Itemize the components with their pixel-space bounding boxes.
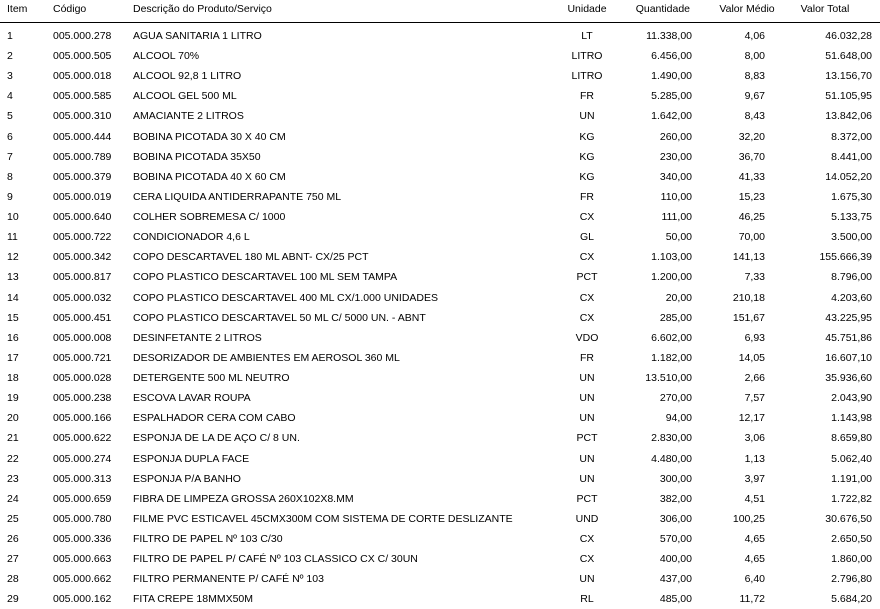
table-row (0, 207, 880, 227)
cell-unit: FR (580, 90, 594, 103)
cell-unit: CX (579, 311, 595, 324)
table-row (0, 469, 880, 489)
cell-description: FILTRO PERMANENTE P/ CAFÉ Nº 103 (133, 573, 324, 586)
cell-total-value: 8.441,00 (831, 150, 872, 163)
cell-total-value: 1.722,82 (831, 492, 872, 505)
cell-quantity: 285,00 (659, 311, 692, 324)
cell-unit: UN (579, 412, 595, 425)
cell-description: BOBINA PICOTADA 40 X 60 CM (133, 170, 286, 183)
cell-description: AMACIANTE 2 LITROS (133, 110, 244, 123)
cell-total-value: 16.607,10 (825, 351, 872, 364)
cell-avg-value: 4,65 (744, 533, 765, 545)
table-row (0, 227, 880, 247)
cell-code: 005.000.662 (53, 573, 112, 586)
cell-description: FILTRO DE PAPEL Nº 103 C/30 (133, 533, 283, 545)
cell-avg-value: 6,40 (744, 573, 765, 586)
header-description: Descrição do Produto/Serviço (133, 3, 272, 15)
cell-avg-value: 11,72 (739, 593, 765, 606)
cell-total-value: 2.796,80 (831, 573, 872, 586)
cell-description: COPO PLASTICO DESCARTAVEL 100 ML SEM TAMPA (133, 271, 398, 284)
cell-avg-value: 4,51 (744, 492, 765, 505)
cell-total-value: 5.684,20 (831, 593, 872, 606)
header-item: Item (7, 3, 28, 15)
cell-code: 005.000.659 (53, 492, 112, 505)
cell-avg-value: 8,43 (744, 110, 765, 123)
cell-quantity: 6.456,00 (651, 50, 692, 63)
cell-total-value: 35.936,60 (825, 372, 872, 385)
cell-unit: GL (579, 231, 594, 244)
cell-total-value: 51.105,95 (825, 90, 872, 103)
table-row (0, 127, 880, 147)
table-row (0, 348, 880, 368)
cell-item: 23 (7, 472, 19, 485)
table-row (0, 288, 880, 308)
table-header (0, 0, 880, 23)
cell-total-value: 8.659,80 (831, 432, 872, 445)
cell-item: 6 (7, 130, 13, 143)
header-quantity: Quantidade (635, 3, 690, 15)
cell-quantity: 260,00 (659, 130, 692, 143)
cell-code: 005.000.274 (53, 452, 112, 465)
table-row (0, 408, 880, 428)
table-row (0, 388, 880, 408)
cell-code: 005.000.238 (53, 392, 112, 405)
cell-item: 24 (7, 492, 19, 505)
cell-avg-value: 3,97 (744, 472, 765, 485)
cell-quantity: 1.182,00 (651, 351, 692, 364)
cell-code: 005.000.780 (53, 512, 112, 525)
cell-avg-value: 8,83 (744, 70, 765, 83)
cell-code: 005.000.028 (53, 372, 112, 385)
cell-total-value: 8.796,00 (831, 271, 872, 284)
cell-avg-value: 7,33 (744, 271, 765, 284)
cell-code: 005.000.008 (53, 331, 112, 344)
cell-item: 29 (7, 593, 19, 606)
cell-total-value: 43.225,95 (825, 311, 872, 324)
cell-unit: UN (579, 573, 595, 586)
cell-quantity: 4.480,00 (651, 452, 692, 465)
cell-total-value: 1.191,00 (831, 472, 872, 485)
cell-item: 11 (7, 231, 18, 244)
cell-avg-value: 4,06 (744, 30, 765, 42)
cell-unit: FR (580, 190, 594, 203)
cell-description: ESPONJA DUPLA FACE (133, 452, 250, 465)
cell-unit: PCT (576, 271, 598, 284)
cell-quantity: 1.490,00 (651, 70, 692, 83)
cell-avg-value: 210,18 (732, 291, 765, 304)
cell-quantity: 1.103,00 (651, 251, 692, 264)
cell-unit: LITRO (571, 70, 603, 83)
cell-unit: UND (575, 512, 599, 525)
cell-quantity: 20,00 (665, 291, 692, 304)
cell-unit: UN (579, 372, 595, 385)
cell-avg-value: 151,67 (732, 311, 765, 324)
cell-code: 005.000.342 (53, 251, 112, 264)
cell-total-value: 5.062,40 (831, 452, 872, 465)
cell-quantity: 11.338,00 (646, 30, 692, 42)
cell-avg-value: 141,13 (732, 251, 765, 264)
cell-description: COLHER SOBREMESA C/ 1000 (133, 211, 286, 224)
cell-item: 2 (7, 50, 13, 63)
cell-description: FITA CREPE 18MMX50M (133, 593, 254, 606)
cell-unit: UN (579, 452, 595, 465)
cell-item: 22 (7, 452, 19, 465)
table-row (0, 428, 880, 448)
cell-avg-value: 32,20 (738, 130, 765, 143)
table-row (0, 569, 880, 589)
cell-code: 005.000.722 (53, 231, 112, 244)
cell-quantity: 300,00 (659, 472, 692, 485)
cell-unit: RL (580, 593, 594, 606)
table-row (0, 46, 880, 66)
cell-total-value: 4.203,60 (831, 291, 872, 304)
cell-item: 26 (7, 533, 19, 545)
cell-total-value: 1.143,98 (831, 412, 872, 425)
cell-avg-value: 46,25 (738, 211, 765, 224)
cell-total-value: 45.751,86 (825, 331, 872, 344)
cell-code: 005.000.505 (53, 50, 112, 63)
cell-code: 005.000.379 (53, 170, 112, 183)
cell-quantity: 50,00 (665, 231, 692, 244)
table-row (0, 328, 880, 348)
cell-unit: KG (579, 150, 595, 163)
cell-item: 16 (7, 331, 19, 344)
cell-total-value: 51.648,00 (825, 50, 872, 63)
cell-description: AGUA SANITARIA 1 LITRO (133, 30, 262, 42)
cell-avg-value: 100,25 (732, 512, 765, 525)
cell-unit: KG (579, 130, 595, 143)
table-row (0, 308, 880, 328)
cell-unit: LT (581, 30, 593, 42)
cell-unit: CX (579, 251, 595, 264)
cell-avg-value: 12,17 (738, 412, 765, 425)
cell-quantity: 5.285,00 (651, 90, 692, 103)
cell-code: 005.000.018 (53, 70, 112, 83)
cell-description: ALCOOL 92,8 1 LITRO (133, 70, 242, 83)
cell-code: 005.000.585 (53, 90, 112, 103)
table-row (0, 368, 880, 388)
cell-description: COPO PLASTICO DESCARTAVEL 50 ML C/ 5000 UN. - ABNT (133, 311, 426, 324)
cell-code: 005.000.444 (53, 130, 112, 143)
cell-avg-value: 14,05 (738, 351, 765, 364)
table-row (0, 106, 880, 126)
cell-description: COPO DESCARTAVEL 180 ML ABNT- CX/25 PCT (133, 251, 369, 264)
cell-description: ESPONJA P/A BANHO (133, 472, 241, 485)
cell-quantity: 485,00 (659, 593, 692, 606)
cell-item: 12 (7, 251, 19, 264)
cell-unit: CX (579, 291, 595, 304)
cell-item: 4 (7, 90, 13, 103)
cell-total-value: 3.500,00 (831, 231, 872, 244)
table-row (0, 247, 880, 267)
cell-code: 005.000.721 (53, 351, 112, 364)
cell-code: 005.000.622 (53, 432, 112, 445)
table-row (0, 589, 880, 609)
table-row (0, 489, 880, 509)
cell-unit: KG (579, 170, 595, 183)
header-code: Código (53, 3, 87, 15)
cell-avg-value: 6,93 (744, 331, 765, 344)
cell-item: 25 (7, 512, 19, 525)
cell-total-value: 155.666,39 (819, 251, 872, 264)
cell-item: 8 (7, 170, 13, 183)
cell-quantity: 111,00 (661, 211, 692, 224)
table-row (0, 86, 880, 106)
cell-code: 005.000.166 (53, 412, 112, 425)
table-row (0, 66, 880, 86)
cell-total-value: 2.650,50 (831, 533, 872, 545)
cell-unit: PCT (576, 432, 598, 445)
cell-avg-value: 9,67 (744, 90, 765, 103)
table-row (0, 267, 880, 287)
cell-code: 005.000.336 (53, 533, 112, 545)
cell-item: 18 (7, 372, 19, 385)
cell-description: CONDICIONADOR 4,6 L (133, 231, 250, 244)
cell-description: ESPALHADOR CERA COM CABO (133, 412, 296, 425)
cell-quantity: 94,00 (665, 412, 692, 425)
cell-code: 005.000.310 (53, 110, 112, 123)
cell-unit: UN (579, 392, 595, 405)
cell-quantity: 340,00 (659, 170, 692, 183)
cell-avg-value: 36,70 (738, 150, 765, 163)
table-row (0, 549, 880, 569)
cell-quantity: 400,00 (659, 553, 692, 566)
cell-avg-value: 15,23 (738, 190, 765, 203)
cell-code: 005.000.313 (53, 472, 112, 485)
header-avg-value: Valor Médio (719, 3, 775, 15)
cell-quantity: 437,00 (659, 573, 692, 586)
cell-code: 005.000.640 (53, 211, 112, 224)
cell-item: 5 (7, 110, 13, 123)
cell-description: FILTRO DE PAPEL P/ CAFÉ Nº 103 CLASSICO CX C/ 30UN (133, 553, 418, 566)
cell-item: 15 (7, 311, 19, 324)
cell-description: FIBRA DE LIMPEZA GROSSA 260X102X8.MM (133, 492, 354, 505)
cell-item: 1 (7, 30, 13, 42)
cell-avg-value: 41,33 (738, 170, 765, 183)
cell-avg-value: 70,00 (738, 231, 765, 244)
cell-description: ESCOVA LAVAR ROUPA (133, 392, 251, 405)
cell-description: CERA LIQUIDA ANTIDERRAPANTE 750 ML (133, 190, 342, 203)
cell-item: 21 (7, 432, 19, 445)
cell-total-value: 30.676,50 (825, 512, 872, 525)
cell-quantity: 1.642,00 (651, 110, 692, 123)
cell-total-value: 8.372,00 (831, 130, 872, 143)
cell-code: 005.000.451 (53, 311, 112, 324)
cell-description: COPO PLASTICO DESCARTAVEL 400 ML CX/1.000 UNIDADES (133, 291, 438, 304)
cell-item: 10 (7, 211, 19, 224)
cell-description: FILME PVC ESTICAVEL 45CMX300M COM SISTEMA DE CORTE DESLIZANTE (133, 512, 513, 525)
cell-item: 19 (7, 392, 19, 405)
cell-description: ESPONJA DE LA DE AÇO C/ 8 UN. (133, 432, 300, 445)
cell-quantity: 6.602,00 (651, 331, 692, 344)
cell-quantity: 570,00 (659, 533, 692, 545)
cell-description: ALCOOL GEL 500 ML (133, 90, 237, 103)
cell-unit: PCT (576, 492, 598, 505)
cell-code: 005.000.032 (53, 291, 112, 304)
cell-description: DESORIZADOR DE AMBIENTES EM AEROSOL 360 ML (133, 351, 400, 364)
table-row (0, 26, 880, 46)
cell-avg-value: 1,13 (744, 452, 765, 465)
cell-quantity: 110,00 (660, 190, 692, 203)
cell-avg-value: 4,65 (744, 553, 765, 566)
table-row (0, 167, 880, 187)
cell-unit: CX (579, 533, 595, 545)
cell-item: 14 (7, 291, 19, 304)
cell-code: 005.000.019 (53, 190, 112, 203)
cell-item: 20 (7, 412, 19, 425)
cell-item: 7 (7, 150, 13, 163)
cell-unit: CX (579, 553, 595, 566)
cell-total-value: 1.860,00 (831, 553, 872, 566)
cell-quantity: 382,00 (659, 492, 692, 505)
cell-quantity: 230,00 (659, 150, 692, 163)
header-unit: Unidade (567, 3, 607, 15)
cell-avg-value: 2,66 (744, 372, 765, 385)
cell-quantity: 270,00 (659, 392, 692, 405)
table-row (0, 529, 880, 549)
table-row (0, 509, 880, 529)
cell-unit: CX (579, 211, 595, 224)
cell-avg-value: 3,06 (744, 432, 765, 445)
cell-code: 005.000.789 (53, 150, 112, 163)
cell-total-value: 5.133,75 (831, 211, 872, 224)
cell-quantity: 13.510,00 (645, 372, 692, 385)
cell-code: 005.000.663 (53, 553, 112, 566)
cell-item: 9 (7, 190, 13, 203)
cell-description: ALCOOL 70% (133, 50, 200, 63)
cell-total-value: 1.675,30 (831, 190, 872, 203)
table-row (0, 147, 880, 167)
cell-description: DESINFETANTE 2 LITROS (133, 331, 262, 344)
cell-description: BOBINA PICOTADA 30 X 40 CM (133, 130, 286, 143)
cell-unit: UN (579, 110, 595, 123)
cell-total-value: 14.052,20 (825, 170, 872, 183)
header-total-value: Valor Total (800, 3, 850, 15)
cell-description: DETERGENTE 500 ML NEUTRO (133, 372, 290, 385)
cell-unit: UN (579, 472, 595, 485)
cell-avg-value: 7,57 (744, 392, 765, 405)
cell-unit: FR (580, 351, 594, 364)
cell-item: 28 (7, 573, 19, 586)
cell-code: 005.000.278 (53, 30, 112, 42)
cell-item: 17 (7, 351, 19, 364)
cell-code: 005.000.162 (53, 593, 112, 606)
cell-unit: LITRO (571, 50, 603, 63)
cell-quantity: 1.200,00 (651, 271, 692, 284)
cell-total-value: 2.043,90 (831, 392, 872, 405)
cell-total-value: 13.842,06 (825, 110, 872, 123)
cell-avg-value: 8,00 (744, 50, 765, 63)
cell-item: 13 (7, 271, 19, 284)
cell-quantity: 306,00 (659, 512, 692, 525)
cell-item: 3 (7, 70, 13, 83)
cell-total-value: 46.032,28 (825, 30, 872, 42)
table-row (0, 449, 880, 469)
cell-quantity: 2.830,00 (651, 432, 692, 445)
cell-unit: VDO (575, 331, 599, 344)
cell-code: 005.000.817 (53, 271, 112, 284)
cell-total-value: 13.156,70 (825, 70, 872, 83)
table-row (0, 187, 880, 207)
cell-item: 27 (7, 553, 19, 566)
cell-description: BOBINA PICOTADA 35X50 (133, 150, 261, 163)
